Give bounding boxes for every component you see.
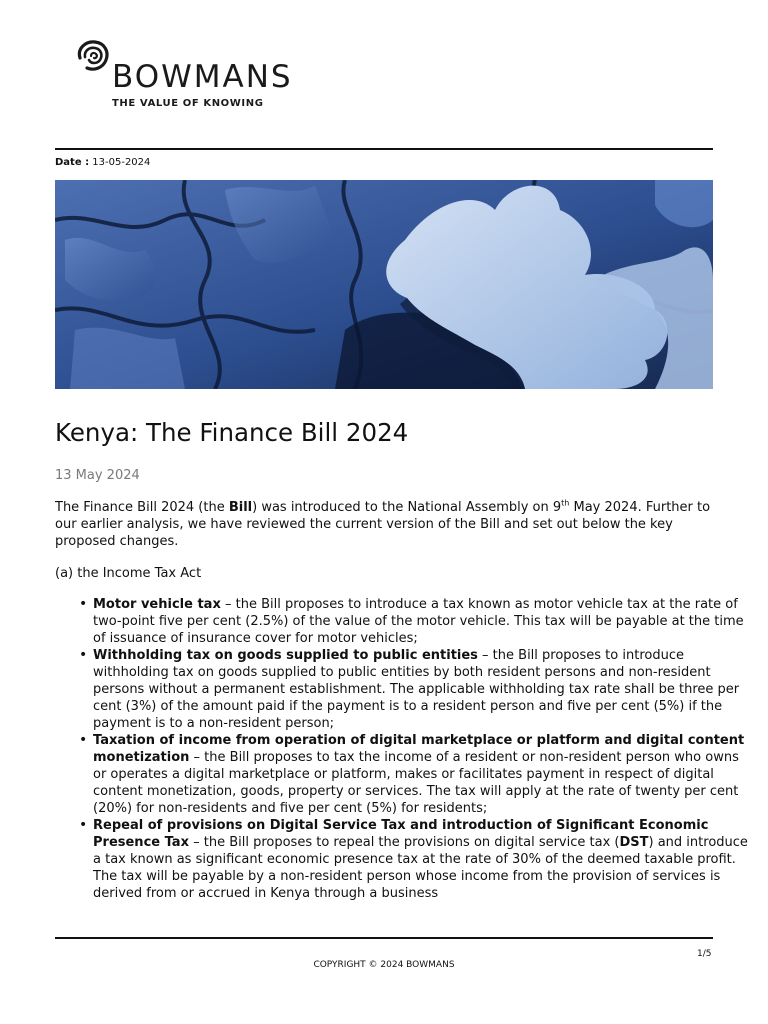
list-item (93, 647, 753, 732)
list-item-text: – the Bill proposes to introduce withholding tax on goods supplied to public entities by both resident persons and non-resident persons without a permanent establishment. The applicable withholding tax rate shall be three per cent (3%) of the amount paid if the payment is to a resident person and five per cent (5%) if the payment is to a non-resident person; (93, 648, 740, 731)
page-number: 1/5 (697, 949, 712, 959)
list-item-text: – the Bill proposes to tax the income of a resident or non-resident person who owns or operates a digital marketplace or platform, makes or facilitates payment in respect of digital content monetization, goods, property or services. The tax will apply at the rate of twenty per cent (20%) for non-residents and five per cent (5%) for residents; (93, 750, 739, 816)
footer-divider (55, 937, 713, 939)
article-date: 13 May 2024 (55, 468, 140, 483)
list-item (93, 732, 753, 817)
bowmans-swirl-icon (74, 38, 110, 74)
list-item-text: – the Bill proposes to introduce a tax known as motor vehicle tax at the rate of two-point five per cent (2.5%) of the value of the motor vehicle. This tax will be payable at the time of issuance of insurance cover for motor vehicles; (93, 597, 744, 646)
section-heading: (a) the Income Tax Act (55, 566, 202, 581)
list-item-title: Taxation of income from operation of digital marketplace or platform and digital content monetization (93, 733, 745, 765)
puzzle-pieces-image (55, 180, 713, 389)
dst-abbreviation: DST (619, 835, 649, 850)
brand-logo (74, 38, 334, 112)
article-intro (55, 499, 715, 550)
copyright-notice: COPYRIGHT © 2024 BOWMANS (313, 960, 455, 970)
date-label: Date : (55, 157, 90, 168)
intro-text-3: May 2024. Further to our earlier analysis, we have reviewed the current version of the Bill and set out below the key proposed changes. (55, 500, 711, 549)
header-divider (55, 148, 713, 150)
brand-tagline: THE VALUE OF KNOWING (112, 98, 264, 109)
ordinal-suffix: th (561, 498, 570, 508)
list-item-text: – the Bill proposes to repeal the provisions on digital service tax ( (188, 835, 620, 850)
list-item-text-continued: ) and introduce a tax known as significant economic presence tax at the rate of 30% of the deemed taxable profit. The tax will be payable by a non-resident person whose income from the provision of services is derived from or accrued in Kenya through a business (93, 835, 748, 901)
hero-image (55, 180, 713, 389)
article-title: Kenya: The Finance Bill 2024 (55, 418, 409, 447)
intro-text-1: The Finance Bill 2024 (the (55, 500, 229, 515)
intro-text-2: ) was introduced to the National Assembly on 9 (252, 500, 562, 515)
proposed-changes-list (55, 596, 753, 902)
list-item-title: Repeal of provisions on Digital Service Tax and introduction of Significant Economic Presence Tax (93, 818, 709, 850)
list-item-title: Motor vehicle tax (93, 597, 221, 612)
bill-defined-term: Bill (228, 500, 253, 515)
list-item (93, 596, 753, 647)
list-item-title: Withholding tax on goods supplied to public entities (93, 648, 478, 663)
intro-paragraph (55, 499, 715, 550)
list-item (93, 817, 753, 902)
date-value: 13-05-2024 (92, 157, 151, 168)
brand-name: BOWMANS (112, 59, 293, 95)
document-date (55, 157, 150, 168)
